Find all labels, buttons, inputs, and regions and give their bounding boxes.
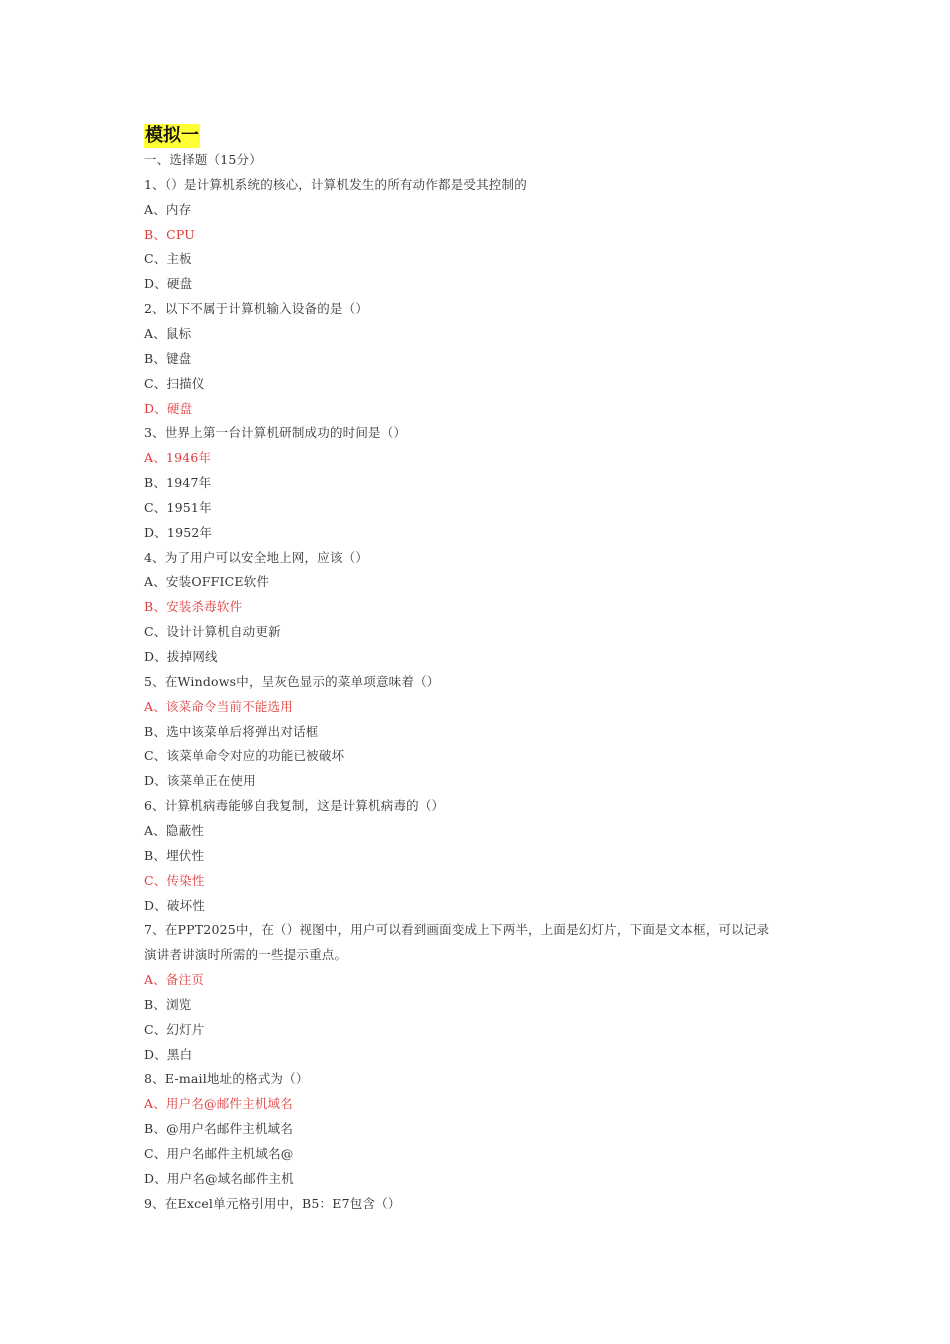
question-text: 5、在Windows中，呈灰色显示的菜单项意味着（） [144, 673, 440, 689]
answer-option: B、@用户名邮件主机域名 [144, 1121, 294, 1137]
answer-option: C、幻灯片 [144, 1021, 205, 1037]
answer-option: C、该菜单命令对应的功能已被破坏 [144, 748, 345, 764]
question-text: 9、在Excel单元格引用中，B5：E7包含（） [144, 1195, 401, 1211]
question-text: 3、世界上第一台计算机研制成功的时间是（） [144, 425, 407, 441]
correct-option: B、安装杀毒软件 [144, 599, 243, 615]
correct-option: B、CPU [144, 226, 195, 242]
answer-option: D、破坏性 [144, 897, 206, 913]
correct-option: A、1946年 [144, 450, 212, 466]
correct-option: A、该菜命令当前不能选用 [144, 698, 293, 714]
answer-option: B、1947年 [144, 475, 212, 491]
answer-option: A、安装OFFICE软件 [144, 574, 270, 590]
answer-option: B、埋伏性 [144, 847, 205, 863]
section-heading: 一、选择题（15分） [144, 152, 262, 167]
answer-option: C、扫描仪 [144, 375, 205, 391]
correct-option: C、传染性 [144, 872, 205, 888]
answer-option: D、黑白 [144, 1046, 193, 1062]
question-text: 8、E-mail地址的格式为（） [144, 1071, 309, 1087]
correct-option: A、用户名@邮件主机域名 [144, 1096, 293, 1112]
question-text: 4、为了用户可以安全地上网，应该（） [144, 549, 369, 565]
question-text: 6、计算机病毒能够自我复制，这是计算机病毒的（） [144, 798, 445, 814]
answer-option: D、用户名@域名邮件主机 [144, 1170, 294, 1186]
question-text-continuation: 演讲者讲演时所需的一些提示重点。 [144, 947, 348, 963]
answer-option: B、选中该菜单后将弹出对话框 [144, 723, 319, 739]
answer-option: A、鼠标 [144, 325, 192, 341]
answer-option: C、主板 [144, 251, 192, 267]
answer-option: D、1952年 [144, 524, 213, 540]
page-title: 模拟一 [145, 125, 199, 146]
question-text: 1、（）是计算机系统的核心，计算机发生的所有动作都是受其控制的 [144, 176, 527, 192]
answer-option: C、1951年 [144, 499, 212, 515]
answer-option: D、拔掉网线 [144, 649, 218, 664]
answer-option: C、设计计算机自动更新 [144, 624, 281, 640]
question-text: 7、在PPT2025中，在（）视图中，用户可以看到画面变成上下两半，上面是幻灯片，下面是文本框，可以记录 [144, 922, 770, 938]
answer-option: D、该菜单正在使用 [144, 773, 256, 789]
answer-option: A、内存 [144, 201, 192, 217]
question-text: 2、以下不属于计算机输入设备的是（） [144, 301, 369, 317]
answer-option: C、用户名邮件主机域名@ [144, 1146, 294, 1161]
answer-option: B、键盘 [144, 350, 192, 366]
answer-option: D、硬盘 [144, 276, 193, 292]
answer-option: A、隐蔽性 [144, 822, 205, 838]
correct-option: D、硬盘 [144, 400, 193, 416]
answer-option: B、浏览 [144, 996, 192, 1012]
correct-option: A、备注页 [144, 972, 205, 988]
